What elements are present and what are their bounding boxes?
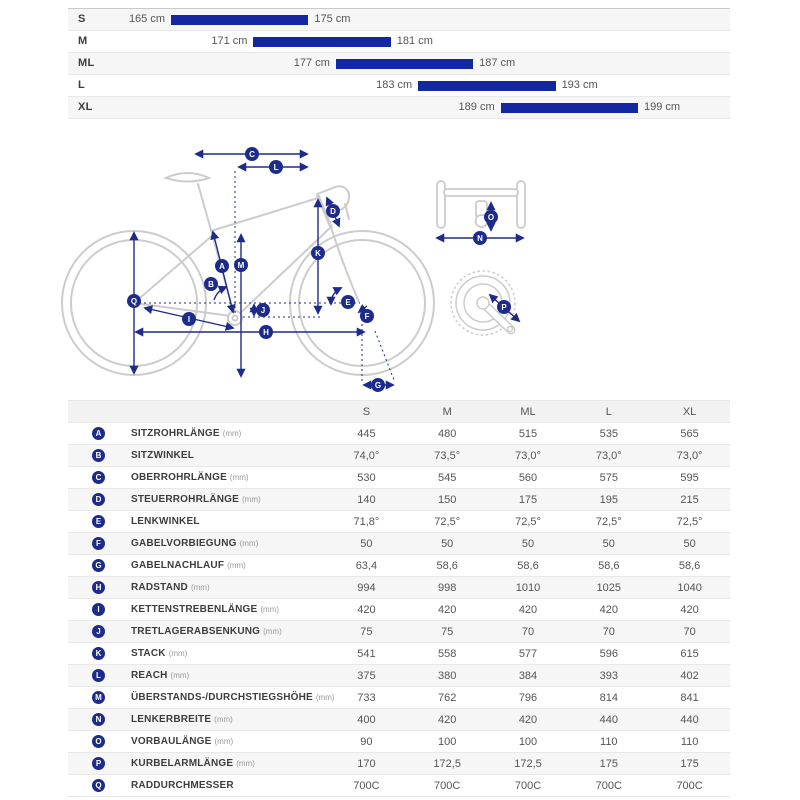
row-label-cell <box>68 713 326 726</box>
height-to-label: 199 cm <box>643 101 681 113</box>
height-range-bar <box>171 15 308 25</box>
row-unit: (mm) <box>190 583 210 592</box>
row-label: GABELNACHLAUF (mm) <box>131 560 246 571</box>
row-unit: (mm) <box>236 759 255 768</box>
value-cell: 596 <box>599 647 618 660</box>
row-letter-badge: Q <box>92 779 105 792</box>
row-unit: (mm) <box>227 561 246 570</box>
row-unit: (mm) <box>260 605 280 614</box>
column-header-L: L <box>605 405 612 418</box>
size-label: L <box>78 79 86 91</box>
row-unit: (mm) <box>222 429 242 438</box>
value-cell: 558 <box>438 647 457 660</box>
svg-text:A: A <box>219 261 225 271</box>
row-unit: (mm) <box>241 495 261 504</box>
fork <box>331 227 359 302</box>
value-cell: 400 <box>357 713 376 726</box>
svg-text:J: J <box>260 305 266 315</box>
value-cell: 1010 <box>515 581 541 594</box>
value-cell: 700C <box>434 779 461 792</box>
column-header-XL: XL <box>682 405 697 418</box>
svg-text:H: H <box>263 327 269 337</box>
value-cell: 73,5° <box>434 449 461 462</box>
row-unit: (mm) <box>229 473 249 482</box>
value-cell: 994 <box>357 581 376 594</box>
diagram-badge-B <box>204 277 218 291</box>
row-letter-badge: I <box>92 603 105 616</box>
geometry-row-J <box>68 620 730 642</box>
size-row-L <box>68 75 730 97</box>
value-cell: 195 <box>599 493 618 506</box>
value-cell: 545 <box>438 471 457 484</box>
value-cell: 445 <box>357 427 376 440</box>
diagram-badge-N <box>473 231 487 245</box>
value-cell: 595 <box>680 471 699 484</box>
svg-text:B: B <box>208 279 214 289</box>
value-cell: 535 <box>599 427 618 440</box>
value-cell: 110 <box>600 735 618 748</box>
geometry-row-N <box>68 708 730 730</box>
value-cell: 402 <box>680 669 699 682</box>
value-cell: 215 <box>680 493 699 506</box>
value-cell: 530 <box>357 471 376 484</box>
value-cell: 700C <box>353 779 380 792</box>
value-cell: 1040 <box>677 581 702 594</box>
row-unit: (mm) <box>315 693 335 702</box>
height-from-label: 171 cm <box>211 35 248 47</box>
row-label: REACH (mm) <box>131 670 190 681</box>
geometry-row-C <box>68 466 730 488</box>
row-label: GABELVORBIEGUNG (mm) <box>131 538 259 549</box>
size-row-M <box>68 31 730 53</box>
geometry-row-A <box>68 422 730 444</box>
row-label: OBERROHRLÄNGE (mm) <box>131 472 249 483</box>
value-cell: 420 <box>518 603 538 616</box>
height-to-label: 187 cm <box>479 57 516 69</box>
value-cell: 814 <box>599 691 618 704</box>
diagram-badge-M <box>234 258 248 272</box>
value-cell: 440 <box>680 713 699 726</box>
value-cell: 560 <box>518 471 538 484</box>
size-row-XL <box>68 97 730 119</box>
value-cell: 841 <box>680 691 699 704</box>
value-cell: 420 <box>518 713 538 726</box>
value-cell: 63,4 <box>355 559 378 572</box>
size-label: ML <box>78 57 95 69</box>
value-cell: 73,0° <box>515 449 541 462</box>
value-cell: 100 <box>438 735 457 748</box>
height-from-label: 189 cm <box>458 101 495 113</box>
value-cell: 515 <box>518 427 538 440</box>
value-cell: 420 <box>680 603 699 616</box>
height-range-bar <box>336 59 473 69</box>
size-label: S <box>78 13 86 25</box>
value-cell: 172,5 <box>433 757 461 770</box>
value-cell: 541 <box>357 647 376 660</box>
geometry-row-K <box>68 642 730 664</box>
row-label: RADSTAND (mm) <box>131 582 210 593</box>
row-letter-badge: L <box>92 669 105 682</box>
svg-text:D: D <box>330 206 336 216</box>
height-from-label: 165 cm <box>128 13 166 25</box>
value-cell: 577 <box>518 647 538 660</box>
value-cell: 420 <box>599 603 618 616</box>
row-label-cell <box>68 625 326 638</box>
size-row-ML <box>68 53 730 75</box>
row-label-cell <box>68 691 335 704</box>
size-row-S <box>68 9 730 31</box>
value-cell: 50 <box>521 537 535 550</box>
svg-text:N: N <box>477 233 483 243</box>
diagram-badge-Q <box>127 294 141 308</box>
brake-lever <box>345 204 349 219</box>
diagram-badge-J <box>256 303 270 317</box>
value-cell: 72,5° <box>595 515 622 528</box>
handlebar-left-drop <box>437 181 445 228</box>
bottom-bracket <box>228 311 242 325</box>
value-cell: 58,6 <box>436 559 458 572</box>
column-header-M: M <box>442 405 452 418</box>
height-to-label: 193 cm <box>561 79 598 91</box>
diagram-badge-I <box>182 312 196 326</box>
value-cell: 72,5° <box>515 515 541 528</box>
row-label-cell <box>68 735 326 748</box>
row-letter-badge: B <box>92 449 105 462</box>
row-letter-badge: P <box>92 757 105 770</box>
size-label: XL <box>78 101 93 113</box>
row-letter-badge: A <box>92 427 105 440</box>
row-label-cell <box>68 471 326 484</box>
row-letter-badge: C <box>92 471 105 484</box>
seatstay <box>134 235 213 303</box>
row-unit: (mm) <box>168 649 188 658</box>
row-label: LENKWINKEL <box>131 516 200 527</box>
value-cell: 700C <box>514 779 542 792</box>
stem-side <box>317 188 333 194</box>
row-label: KURBELARMLÄNGE (mm) <box>131 758 255 769</box>
row-label: STACK (mm) <box>131 648 188 659</box>
row-label-cell <box>68 493 326 506</box>
diagram-badge-C <box>245 147 259 161</box>
value-cell: 50 <box>441 537 454 550</box>
value-cell: 50 <box>602 537 615 550</box>
value-cell: 420 <box>357 603 376 616</box>
row-letter-badge: G <box>92 559 105 572</box>
value-cell: 150 <box>438 493 457 506</box>
svg-text:K: K <box>315 248 321 258</box>
value-cell: 58,6 <box>678 559 701 572</box>
svg-text:I: I <box>187 314 191 324</box>
row-label-cell <box>68 449 326 462</box>
geometry-row-Q <box>68 774 730 796</box>
geometry-table <box>68 400 730 797</box>
row-letter-badge: D <box>92 493 105 506</box>
diagram-badge-P <box>497 300 511 314</box>
value-cell: 70 <box>602 625 615 638</box>
rider-height-size-chart <box>68 8 730 119</box>
handlebar-top <box>444 189 518 196</box>
value-cell: 73,0° <box>595 449 622 462</box>
value-cell: 74,0° <box>353 449 380 462</box>
value-cell: 70 <box>683 625 696 638</box>
row-label: KETTENSTREBENLÄNGE (mm) <box>131 604 280 615</box>
value-cell: 110 <box>680 735 699 748</box>
value-cell: 762 <box>438 691 457 704</box>
height-range-bar <box>501 103 638 113</box>
value-cell: 796 <box>518 691 538 704</box>
row-label-cell <box>68 779 326 792</box>
row-label: LENKERBREITE (mm) <box>131 714 233 725</box>
diagram-badge-K <box>311 246 325 260</box>
value-cell: 420 <box>438 713 457 726</box>
height-to-label: 175 cm <box>314 13 351 25</box>
bike-outline <box>62 173 434 375</box>
value-cell: 72,5° <box>676 515 703 528</box>
row-label: ÜBERSTANDS-/DURCHSTIEGSHÖHE (mm) <box>131 692 335 703</box>
row-label-cell <box>68 647 326 660</box>
value-cell: 170 <box>357 757 376 770</box>
geometry-row-L <box>68 664 730 686</box>
row-label-cell <box>68 581 326 594</box>
diagram-badge-E <box>341 295 355 309</box>
svg-text:L: L <box>273 162 279 172</box>
row-label: TRETLAGERABSENKUNG (mm) <box>131 626 282 637</box>
diagram-badge-D <box>326 204 340 218</box>
value-cell: 172,5 <box>514 757 542 770</box>
geometry-row-M <box>68 686 730 708</box>
column-header-S: S <box>362 405 371 418</box>
crank-spindle <box>477 297 489 309</box>
value-cell: 50 <box>683 537 696 550</box>
row-letter-badge: M <box>92 691 105 704</box>
row-letter-badge: F <box>92 537 105 550</box>
row-label-cell <box>68 669 326 682</box>
top-tube <box>211 198 318 231</box>
value-cell: 75 <box>441 625 454 638</box>
value-cell: 70 <box>521 625 535 638</box>
geometry-table-header <box>68 400 730 422</box>
diagram-badge-G <box>371 378 385 392</box>
diagram-badge-O <box>484 210 498 224</box>
row-label: SITZROHRLÄNGE (mm) <box>131 428 242 439</box>
down-tube <box>235 227 331 318</box>
row-label-cell <box>68 515 326 528</box>
value-cell: 998 <box>438 581 457 594</box>
row-label: STEUERROHRLÄNGE (mm) <box>131 494 261 505</box>
value-cell: 733 <box>357 691 376 704</box>
geometry-row-E <box>68 510 730 532</box>
arc-head-angle-E <box>331 288 341 304</box>
geometry-diagram-svg <box>60 138 600 398</box>
value-cell: 1025 <box>596 581 622 594</box>
row-unit: (mm) <box>214 715 233 724</box>
geometry-row-I <box>68 598 730 620</box>
handlebar-front-view <box>437 181 525 228</box>
value-cell: 75 <box>360 625 373 638</box>
row-label-cell <box>68 559 326 572</box>
value-cell: 440 <box>599 713 618 726</box>
height-from-label: 177 cm <box>293 57 330 69</box>
column-header-ML: ML <box>520 405 536 418</box>
value-cell: 565 <box>680 427 699 440</box>
value-cell: 175 <box>599 757 618 770</box>
value-cell: 380 <box>438 669 457 682</box>
value-cell: 420 <box>438 603 457 616</box>
row-letter-badge: N <box>92 713 105 726</box>
size-label: M <box>78 35 88 47</box>
svg-text:C: C <box>249 149 255 159</box>
value-cell: 175 <box>518 493 538 506</box>
value-cell: 615 <box>680 647 699 660</box>
seat-post <box>198 184 211 230</box>
row-label: RADDURCHMESSER <box>131 780 234 791</box>
value-cell: 71,8° <box>353 515 380 528</box>
value-cell: 58,6 <box>598 559 620 572</box>
row-letter-badge: J <box>92 625 105 638</box>
saddle <box>166 173 209 182</box>
value-cell: 58,6 <box>517 559 539 572</box>
value-cell: 700C <box>676 779 703 792</box>
row-label-cell <box>68 603 326 616</box>
height-to-label: 181 cm <box>396 35 433 47</box>
value-cell: 480 <box>438 427 457 440</box>
svg-text:M: M <box>237 260 245 270</box>
value-cell: 175 <box>680 757 699 770</box>
diagram-badge-H <box>259 325 273 339</box>
value-cell: 73,0° <box>676 449 703 462</box>
geometry-row-P <box>68 752 730 774</box>
value-cell: 393 <box>599 669 618 682</box>
value-cell: 72,5° <box>434 515 461 528</box>
value-cell: 140 <box>357 493 376 506</box>
value-cell: 50 <box>360 537 373 550</box>
value-cell: 100 <box>518 735 538 748</box>
handlebar-right-drop <box>517 181 525 228</box>
row-unit: (mm) <box>214 737 234 746</box>
svg-text:E: E <box>345 297 351 307</box>
value-cell: 575 <box>599 471 618 484</box>
diagram-badge-F <box>360 309 374 323</box>
diagram-badge-A <box>215 259 229 273</box>
height-range-bar <box>418 81 555 91</box>
svg-text:G: G <box>374 380 382 390</box>
row-label: SITZWINKEL <box>131 450 195 461</box>
diagram-badge-L <box>269 160 283 174</box>
row-label-cell <box>68 427 326 440</box>
value-cell: 375 <box>357 669 376 682</box>
height-range-bar <box>253 37 390 47</box>
geometry-row-O <box>68 730 730 752</box>
svg-text:F: F <box>364 311 370 321</box>
geometry-row-H <box>68 576 730 598</box>
row-unit: (mm) <box>170 671 190 680</box>
row-label-cell <box>68 757 326 770</box>
row-label-cell <box>68 537 326 550</box>
value-cell: 384 <box>518 669 538 682</box>
row-letter-badge: O <box>92 735 105 748</box>
geometry-row-D <box>68 488 730 510</box>
svg-text:Q: Q <box>130 296 138 306</box>
geometry-row-F <box>68 532 730 554</box>
row-letter-badge: H <box>92 581 105 594</box>
row-unit: (mm) <box>239 539 259 548</box>
row-unit: (mm) <box>263 627 282 636</box>
row-letter-badge: K <box>92 647 105 660</box>
geometry-row-B <box>68 444 730 466</box>
value-cell: 90 <box>360 735 373 748</box>
height-from-label: 183 cm <box>376 79 413 91</box>
svg-text:O: O <box>487 212 495 222</box>
geometry-row-G <box>68 554 730 576</box>
row-label: VORBAULÄNGE (mm) <box>131 736 234 747</box>
value-cell: 700C <box>595 779 622 792</box>
svg-text:P: P <box>501 302 507 312</box>
bike-geometry-diagram <box>60 138 600 398</box>
row-letter-badge: E <box>92 515 105 528</box>
